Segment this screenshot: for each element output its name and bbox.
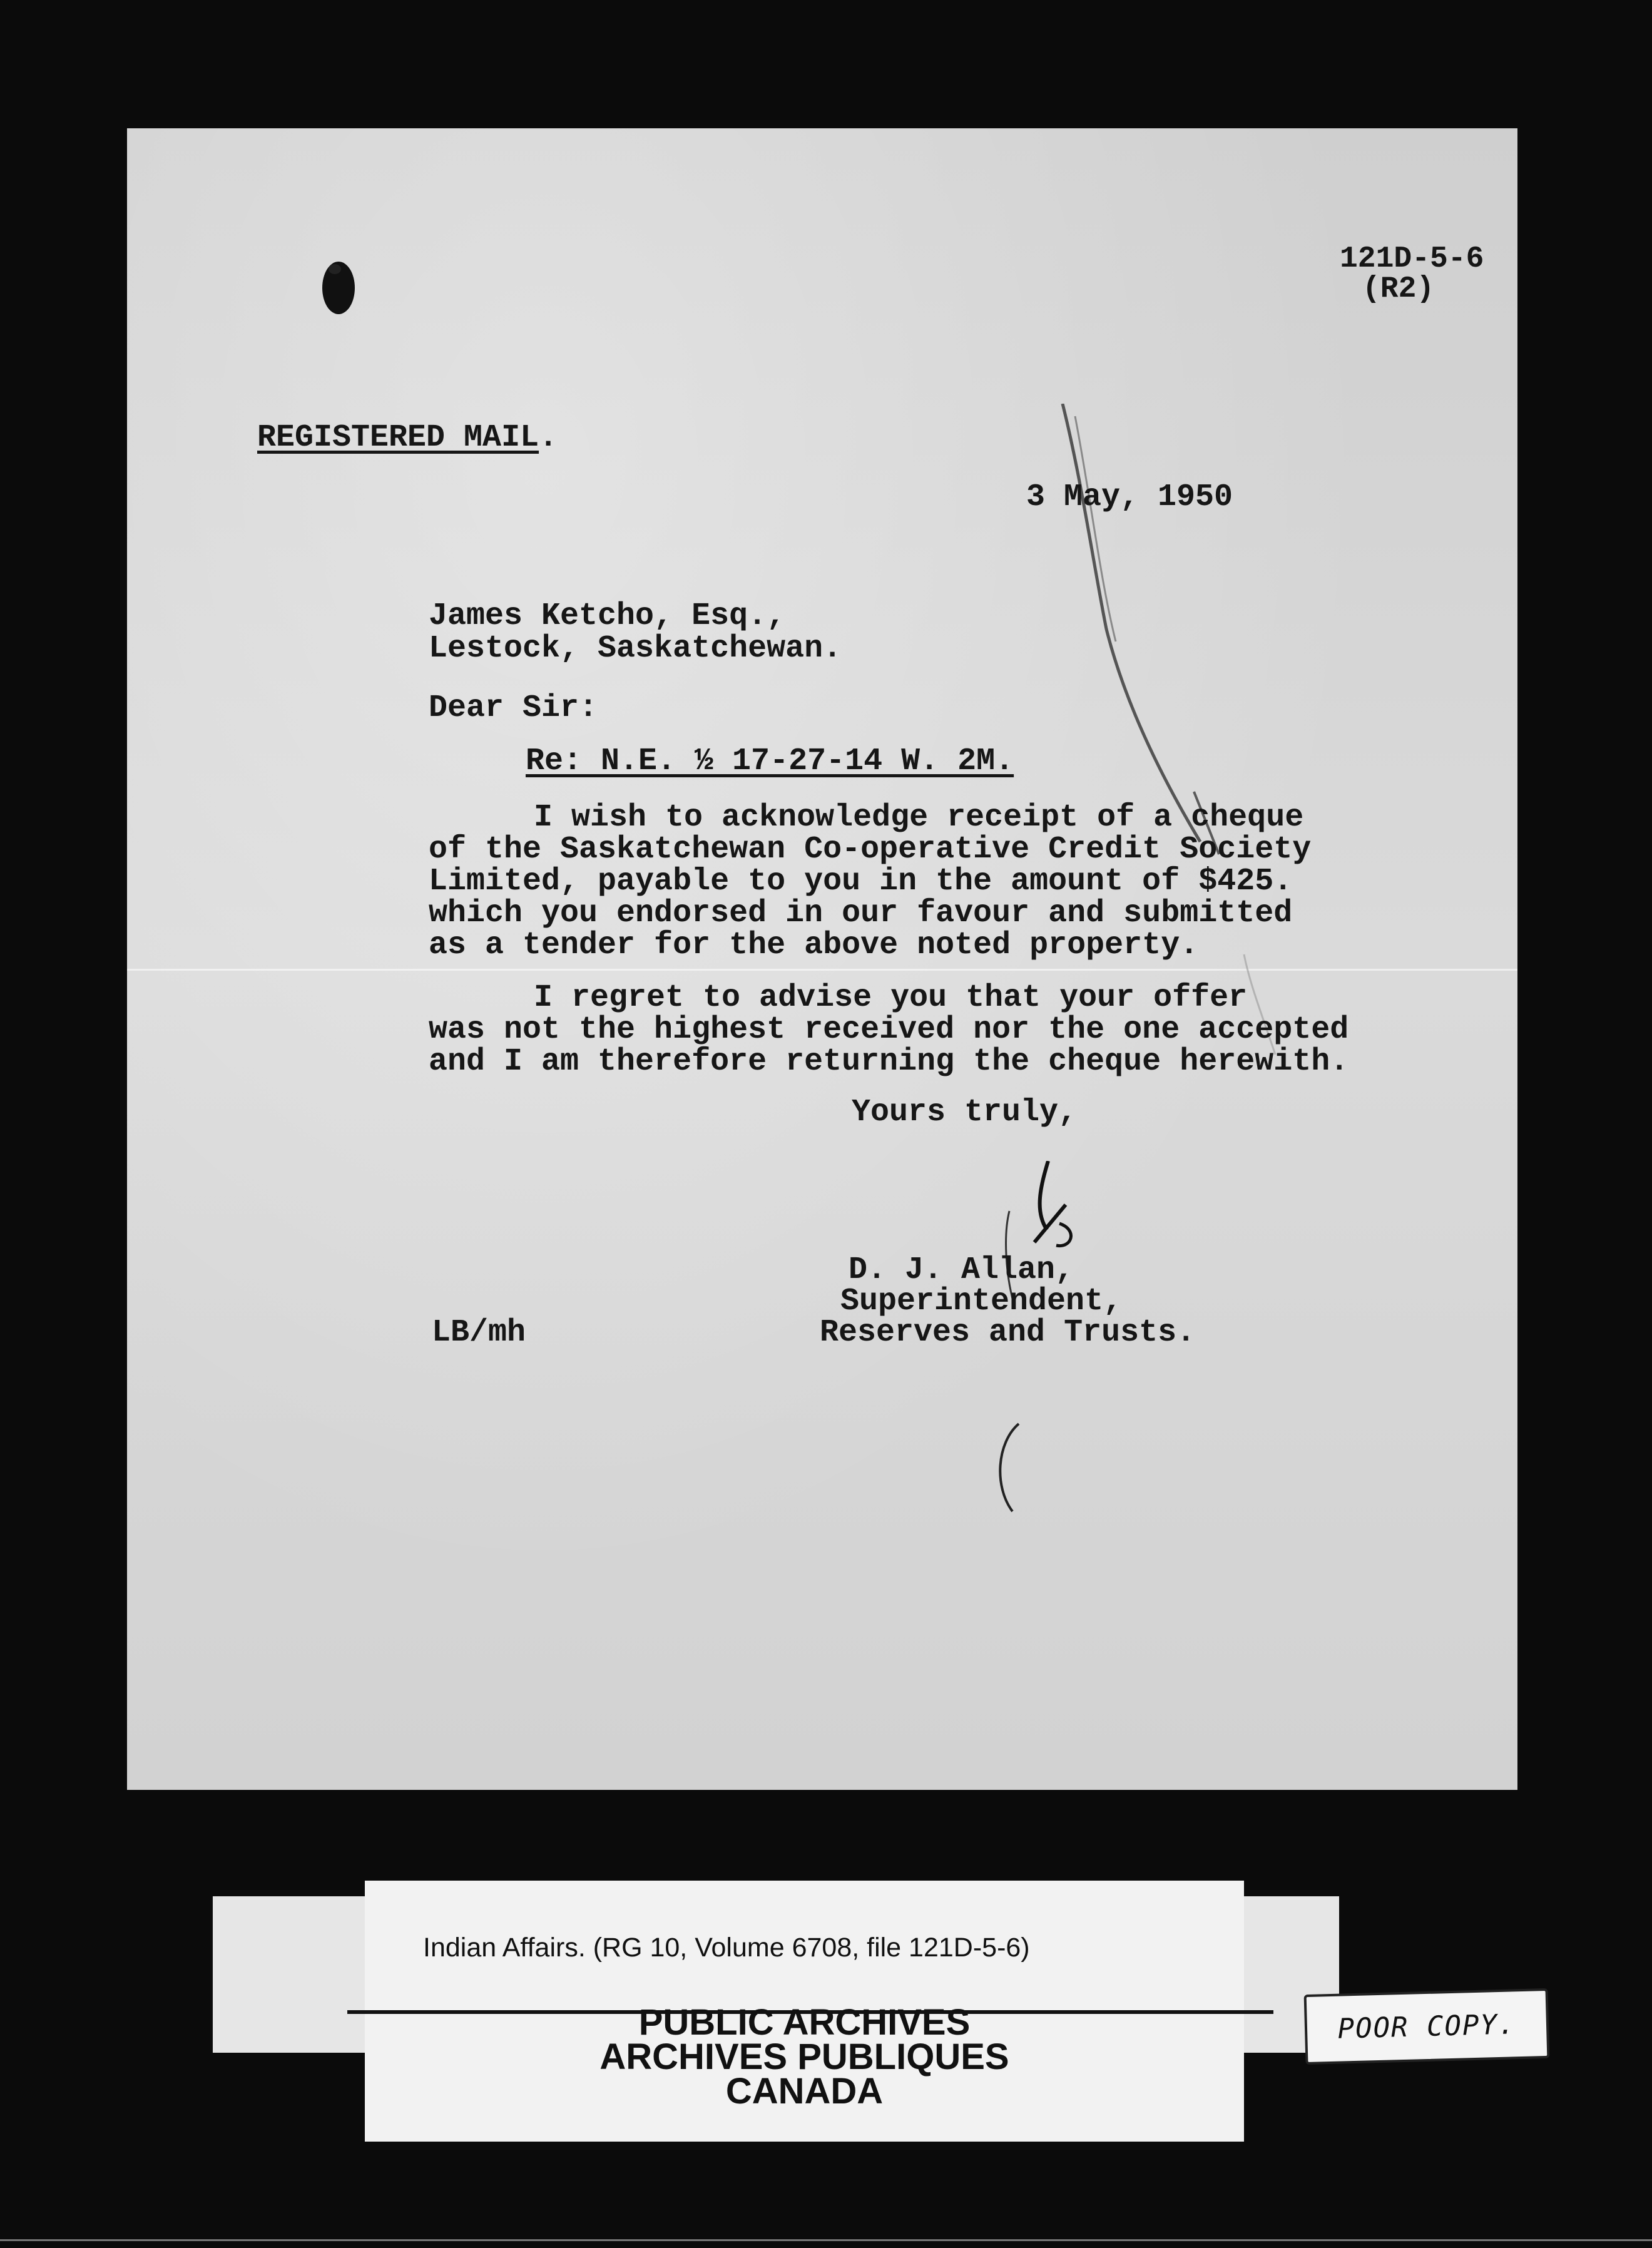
recipient-name: James Ketcho, Esq., [429, 598, 786, 634]
subject-line: Re: N.E. ½ 17-27-14 W. 2M. [526, 743, 1014, 779]
letter-page [127, 128, 1517, 1790]
para1-line: which you endorsed in our favour and submitted [429, 896, 1293, 931]
archive-reference: Indian Affairs. (RG 10, Volume 6708, file 121D-5-6) [423, 1933, 1030, 1963]
recipient-address: Lestock, Saskatchewan. [429, 631, 842, 667]
para2-line: I regret to advise you that your offer [534, 980, 1248, 1016]
para1-line: Limited, payable to you in the amount of $425. [429, 864, 1293, 899]
para1-line: of the Saskatchewan Co-operative Credit Society [429, 832, 1312, 867]
signatory-name: D. J. Allan, [849, 1252, 1074, 1288]
signatory-department: Reserves and Trusts. [820, 1315, 1196, 1351]
registered-mail-period: . [539, 420, 558, 456]
para2-line: and I am therefore returning the cheque herewith. [429, 1044, 1349, 1080]
para1-line: as a tender for the above noted property. [429, 927, 1199, 963]
archive-name-fr: ARCHIVES PUBLIQUES [599, 2036, 1009, 2077]
registered-mail-heading [257, 422, 558, 454]
archive-name-en: PUBLIC ARCHIVES [638, 2002, 971, 2043]
file-reference: 121D-5-6 [1340, 242, 1484, 276]
ink-blot-mark [320, 257, 357, 319]
paper-fold-line [127, 969, 1517, 971]
file-reference-sub: (R2) [1362, 272, 1435, 306]
archive-country: CANADA [725, 2071, 884, 2112]
signatory-title: Superintendent, [840, 1284, 1123, 1319]
handwritten-initials-signature [997, 1161, 1122, 1599]
registered-mail-text: REGISTERED MAIL [257, 420, 539, 456]
typist-initials: LB/mh [432, 1315, 526, 1351]
para1-line: I wish to acknowledge receipt of a cheque [534, 800, 1304, 835]
letter-date: 3 May, 1950 [1026, 479, 1233, 515]
bottom-edge-line [0, 2239, 1652, 2241]
salutation: Dear Sir: [429, 690, 598, 726]
para2-line: was not the highest received nor the one accepted [429, 1012, 1349, 1048]
poor-copy-note: POOR COPY. [1304, 1988, 1550, 2065]
closing: Yours truly, [852, 1095, 1078, 1130]
